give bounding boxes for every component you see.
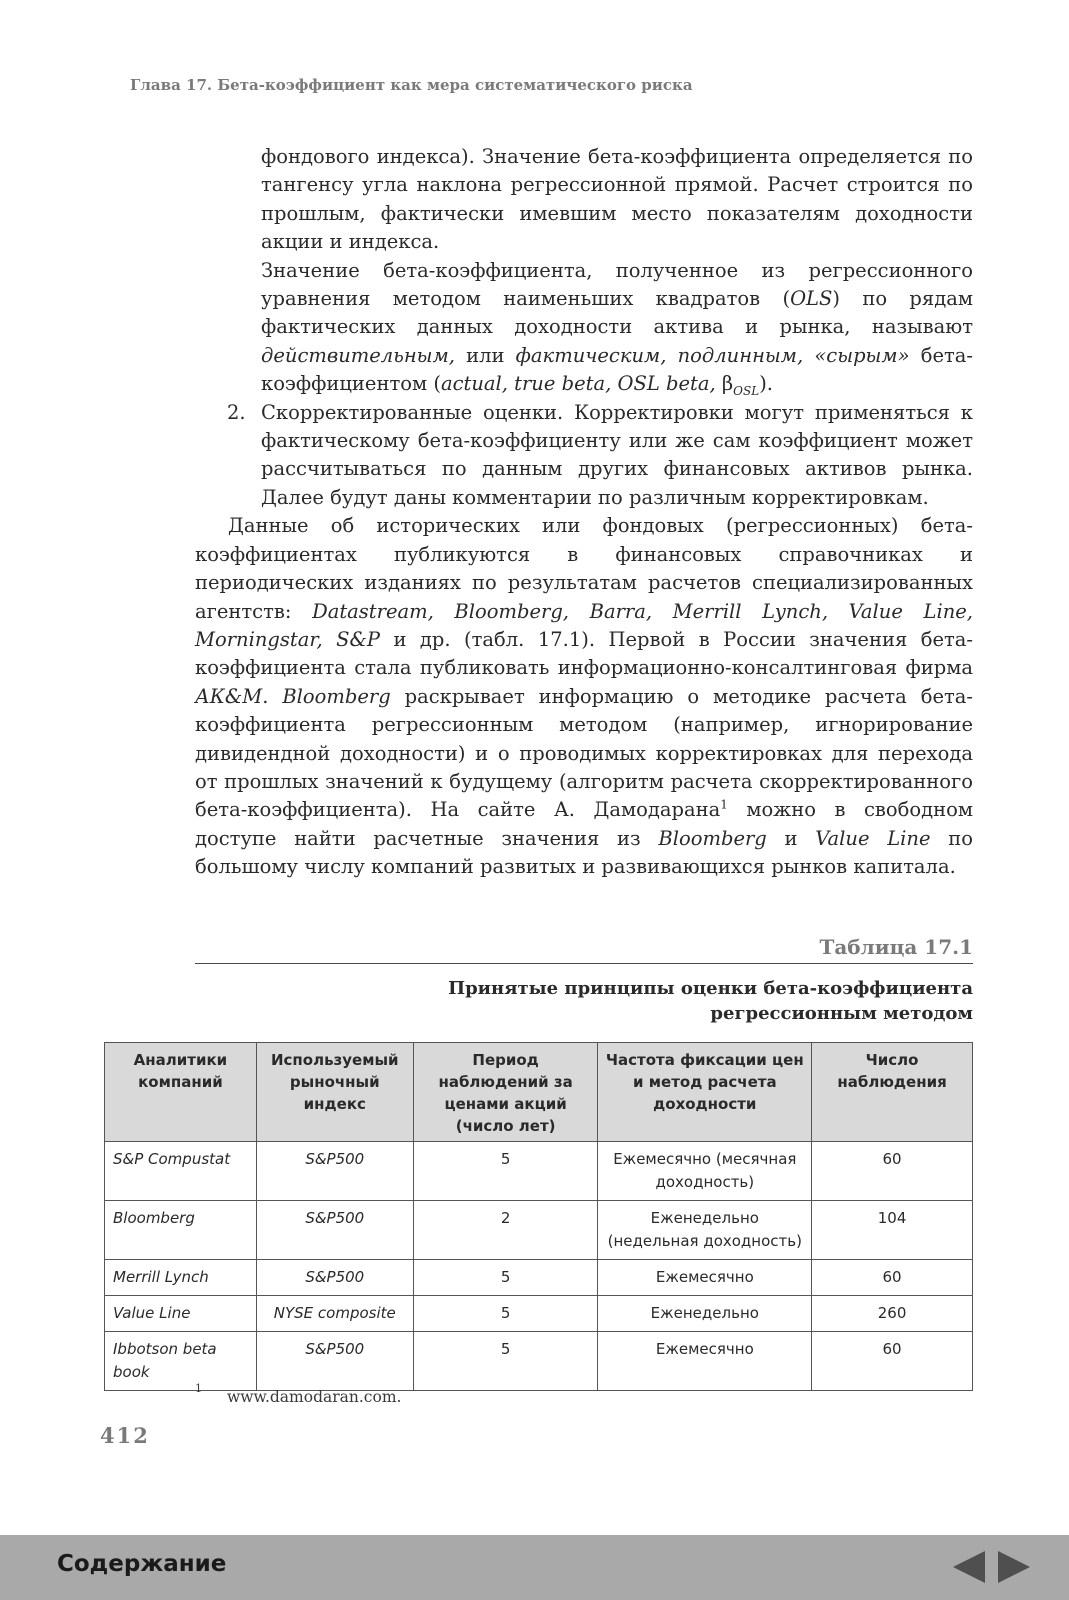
column-header: Используемый рыночный индекс <box>256 1043 413 1142</box>
table-cell: 5 <box>413 1142 598 1201</box>
body-text <box>195 143 973 882</box>
footnote-link[interactable]: www.damodaran.com. <box>227 1388 402 1406</box>
page-number: 412 <box>100 1423 150 1448</box>
table-cell: Еженедельно (недельная доходность) <box>598 1201 812 1260</box>
firm-name: Bloomberg <box>282 684 391 708</box>
table-of-contents-button[interactable]: Содержание <box>57 1551 227 1577</box>
table-cell: Ежемесячно <box>598 1332 812 1391</box>
table-cell: Merrill Lynch <box>105 1260 257 1296</box>
table-number: Таблица 17.1 <box>819 935 973 959</box>
table-cell: Ibbotson beta book <box>105 1332 257 1391</box>
text-segment: и др. (табл. 17.1). Первой в России значения бета-коэффициента стала публиковать информационно-консалтинговая фирма <box>195 627 973 680</box>
firm-name: Value Line <box>815 826 931 850</box>
table-cell: 60 <box>812 1332 973 1391</box>
beta-symbol: β <box>715 372 734 396</box>
table-header-row <box>105 1043 973 1142</box>
table-cell: NYSE composite <box>256 1296 413 1332</box>
text-segment: . <box>262 684 283 708</box>
firm-name: Bloomberg <box>658 826 767 850</box>
text-segment: или <box>454 343 516 367</box>
table-cell: S&P500 <box>256 1201 413 1260</box>
agencies-list: Datastream, Bloomberg, Barra, Merrill Lynch, Value Line, Morningstar, S&P <box>195 599 974 651</box>
table-rule <box>195 963 973 964</box>
column-header: Частота фиксации цен и метод расчета доходности <box>598 1043 812 1142</box>
table-cell: S&P500 <box>256 1142 413 1201</box>
table-cell: 2 <box>413 1201 598 1260</box>
table-cell: 260 <box>812 1296 973 1332</box>
footnote-mark: 1 <box>195 1382 202 1395</box>
navigation-bar <box>0 1535 1069 1600</box>
table-cell: 5 <box>413 1332 598 1391</box>
text-segment: и <box>766 826 816 850</box>
table-cell: Value Line <box>105 1296 257 1332</box>
table-row <box>105 1260 973 1296</box>
column-header: Число наблюдения <box>812 1043 973 1142</box>
text-segment: Данные об исторических или фондовых (регрессионных) бета-коэффициентах публикуются в финансовых справочниках и периодических изданиях по результатам расчетов специализированных агентств: <box>195 514 973 623</box>
list-item-text: Скорректированные оценки. Корректировки могут применяться к фактическому бета-коэффициенту или же сам коэффициент может рассчитываться по данным других финансовых активов рынка. Далее будут даны комментарии по различным корректировкам. <box>261 400 973 509</box>
table-cell: 5 <box>413 1260 598 1296</box>
text-segment: ) по рядам фактических данных доходности актива и рынка, называют <box>261 287 974 339</box>
next-page-icon[interactable] <box>998 1551 1030 1583</box>
list-number: 2. <box>227 400 246 424</box>
table-row <box>105 1142 973 1201</box>
italic-term: действительным, <box>261 343 455 367</box>
text-segment: можно в свободном доступе найти расчетные значения из <box>195 798 974 850</box>
table-title: Принятые принципы оценки бета-коэффициента регрессионным методом <box>448 978 973 1024</box>
text-segment: Значение бета-коэффициента, полученное из регрессионного уравнения методом наименьших квадратов ( <box>261 258 973 311</box>
ols-term: OLS <box>790 287 833 311</box>
table-cell: S&P500 <box>256 1260 413 1296</box>
text-segment: ). <box>759 372 773 396</box>
table-cell: 104 <box>812 1201 973 1260</box>
data-table <box>104 1042 973 1391</box>
list-continuation <box>195 143 973 512</box>
running-head: Глава 17. Бета-коэффициент как мера систематического риска <box>130 76 693 94</box>
table-row <box>105 1332 973 1391</box>
table-cell: Ежемесячно (месячная доходность) <box>598 1142 812 1201</box>
table-cell: Bloomberg <box>105 1201 257 1260</box>
table-row <box>105 1296 973 1332</box>
table-cell: 60 <box>812 1142 973 1201</box>
table-row <box>105 1201 973 1260</box>
column-header: Аналитики компаний <box>105 1043 257 1142</box>
beta-subscript: OSL <box>733 384 760 399</box>
previous-page-icon[interactable] <box>953 1551 985 1583</box>
table-cell: Ежемесячно <box>598 1260 812 1296</box>
table-cell: 5 <box>413 1296 598 1332</box>
firm-name: АК&М <box>195 684 263 708</box>
list-item-2 <box>227 399 973 513</box>
list-paragraph-2 <box>261 257 973 399</box>
table-cell: Еженедельно <box>598 1296 812 1332</box>
italic-term: фактическим, подлинным, «сырым» <box>515 343 910 367</box>
table-cell: S&P500 <box>256 1332 413 1391</box>
column-header: Период наблюдений за ценами акций (число лет) <box>413 1043 598 1142</box>
italic-term: actual, true beta, OSL beta, <box>440 372 716 396</box>
text-segment: по большому числу компаний развитых и развивающихся рынков капитала. <box>195 826 973 879</box>
list-paragraph-1: фондового индекса). Значение бета-коэффициента определяется по тангенсу угла наклона регрессионной прямой. Расчет строится по прошлым, фактически имевшим место показателям доходности акции и индекса. <box>261 145 973 254</box>
main-paragraph <box>195 512 973 881</box>
text-segment: бета-коэффициентом ( <box>261 343 974 396</box>
table-cell: 60 <box>812 1260 973 1296</box>
text-segment: раскрывает информацию о методике расчета бета-коэффициента регрессионным методом (например, игнорирование дивидендной доходности) и о проводимых корректировках для перехода от прошлых значений к будущему (алгоритм расчета скорректированного бета-коэффициента). На сайте А. Дамодарана <box>195 684 973 822</box>
table-cell: S&P Compustat <box>105 1142 257 1201</box>
footnote-reference[interactable]: 1 <box>720 797 728 812</box>
